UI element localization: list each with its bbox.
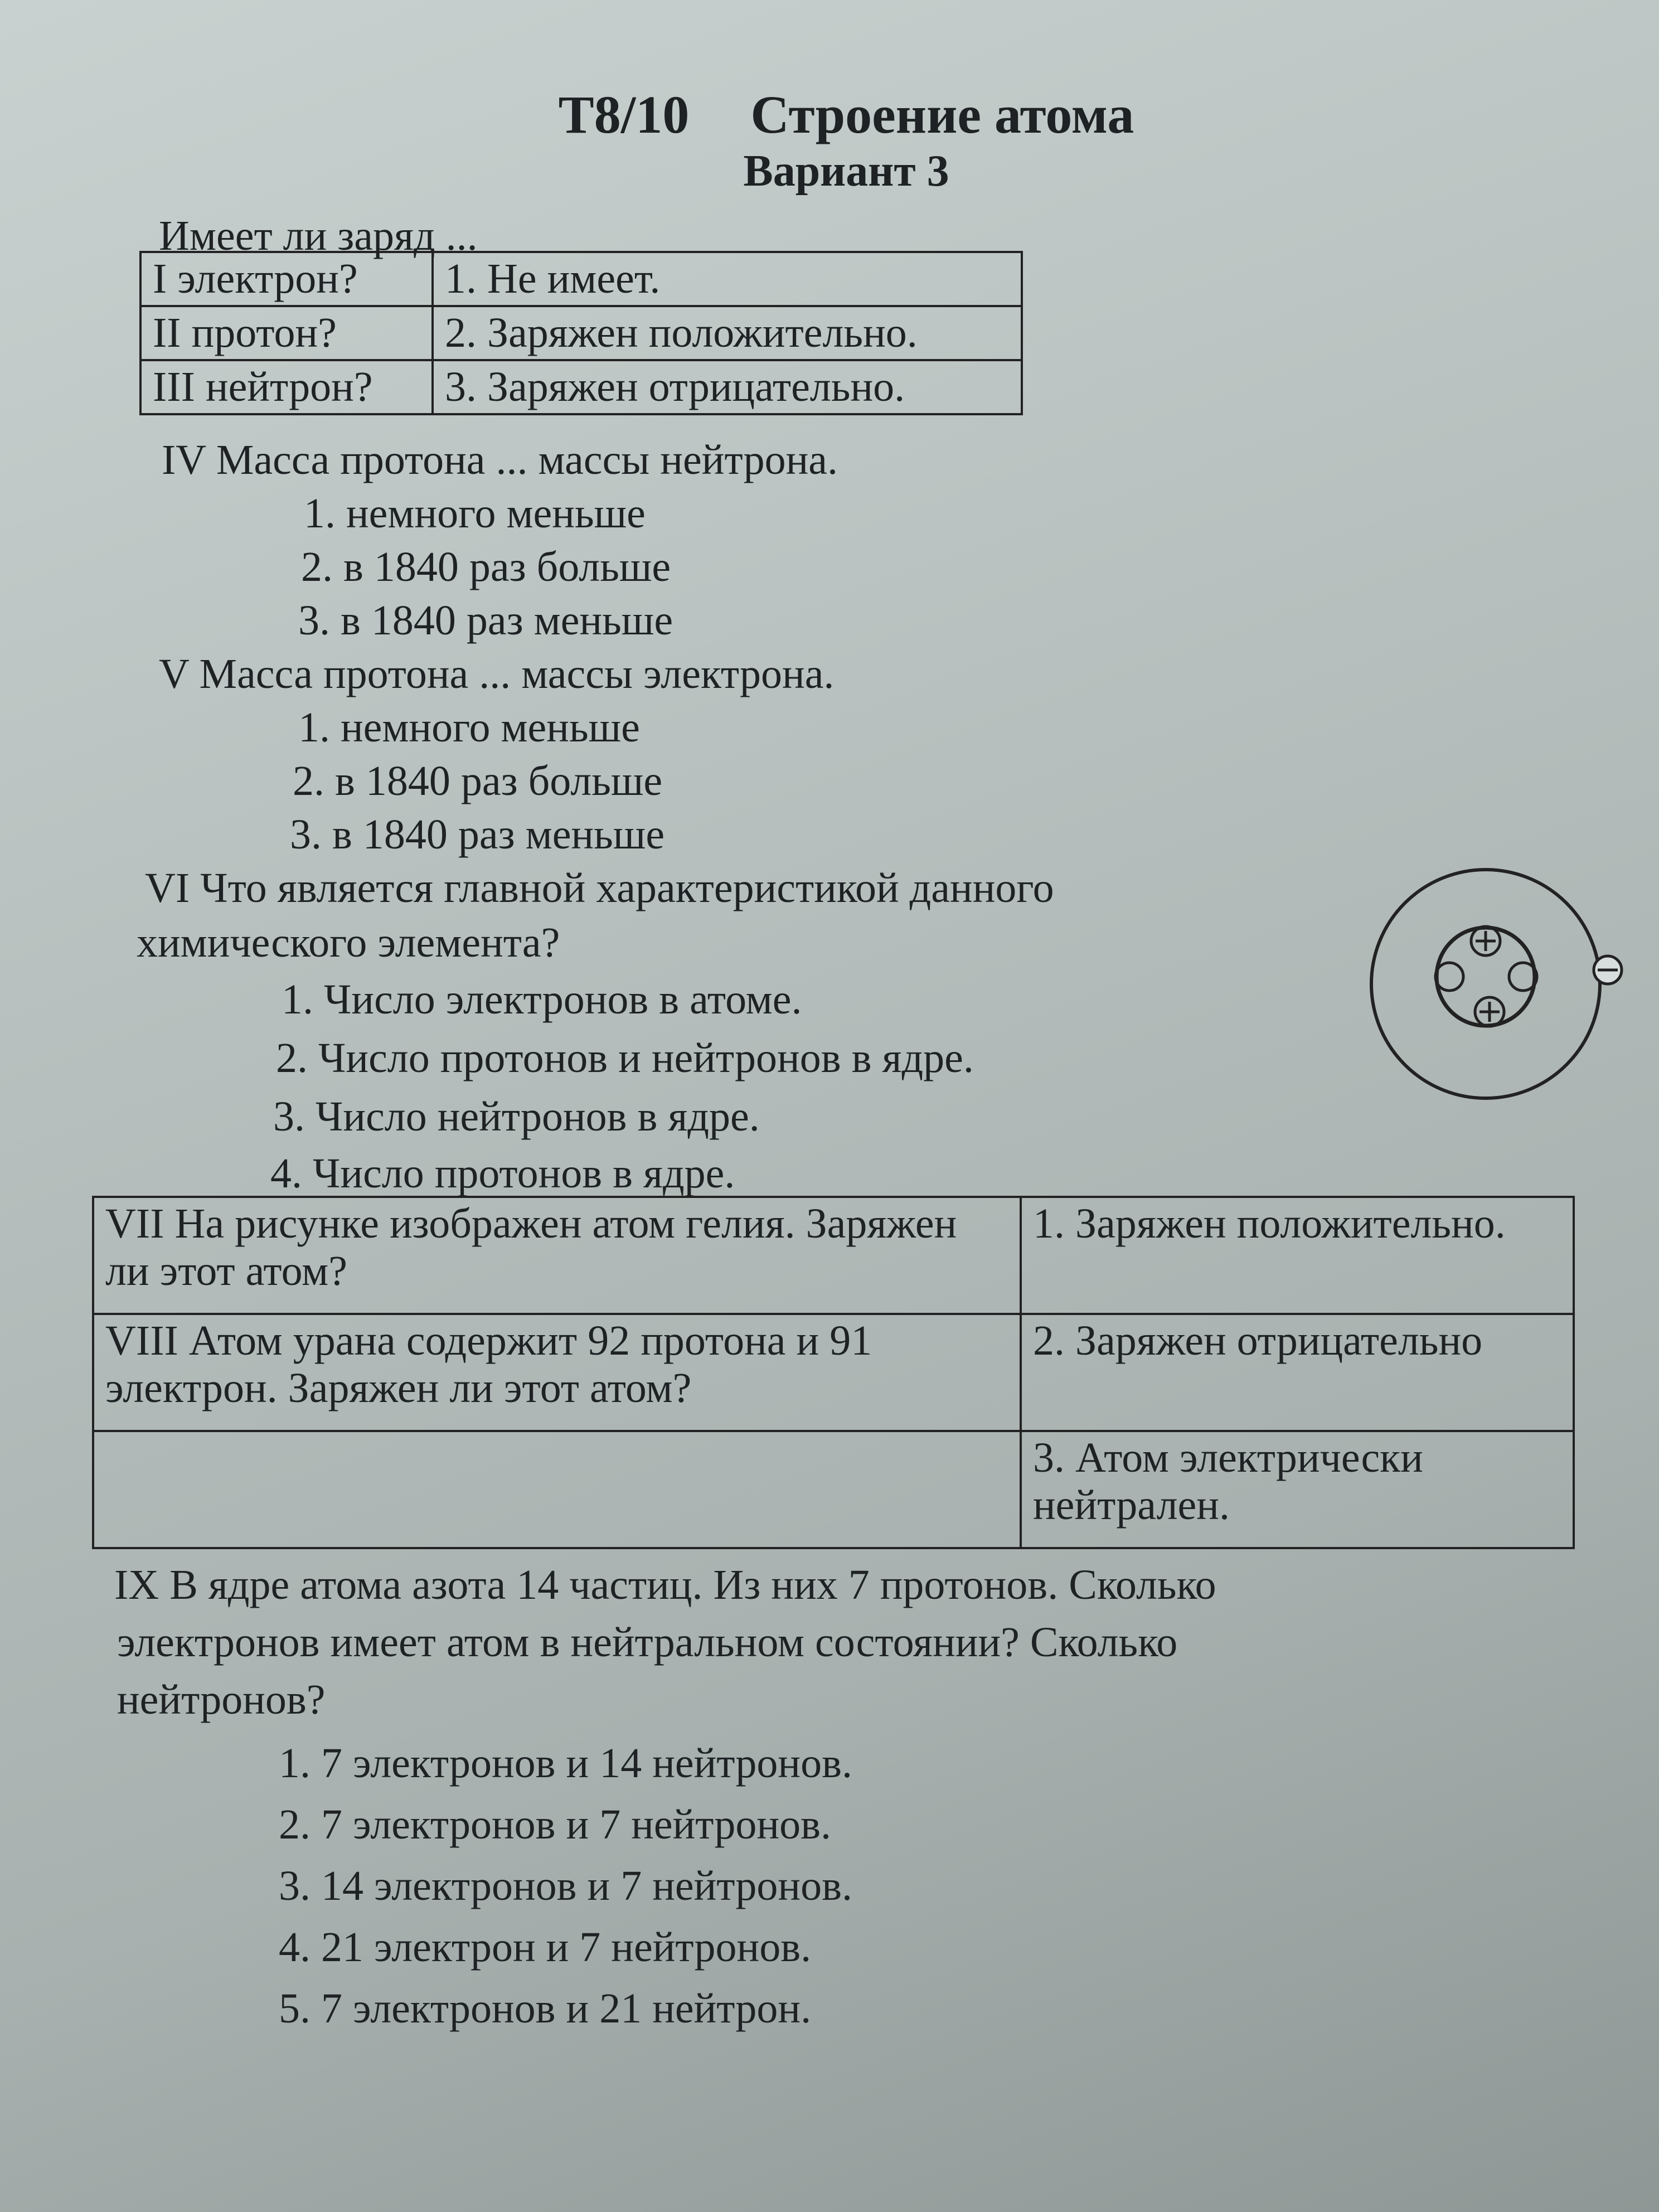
question-6: VI Что является главной характеристикой данного bbox=[145, 865, 1054, 911]
question-9: IX В ядре атома азота 14 частиц. Из них 7 протонов. Сколько bbox=[114, 1561, 1216, 1608]
match-question bbox=[93, 1431, 1021, 1548]
question-9-continued: электронов имеет атом в нейтральном состоянии? Сколько bbox=[117, 1619, 1178, 1666]
question-5-option: 1. немного меньше bbox=[298, 704, 640, 751]
charge-answer: 3. Заряжен отрицательно. bbox=[433, 360, 1022, 414]
match-answer: 2. Заряжен отрицательно bbox=[1021, 1314, 1574, 1431]
table-row bbox=[93, 1431, 1574, 1548]
question-6-option: 2. Число протонов и нейтронов в ядре. bbox=[276, 1035, 974, 1081]
match-table bbox=[92, 1196, 1575, 1549]
question-5-option: 2. в 1840 раз больше bbox=[293, 758, 663, 804]
table-row bbox=[93, 1314, 1574, 1431]
match-answer: 1. Заряжен положительно. bbox=[1021, 1197, 1574, 1314]
electron-icon bbox=[1594, 956, 1622, 984]
proton-icon bbox=[1471, 926, 1500, 955]
question-6-continued: химического элемента? bbox=[137, 919, 560, 966]
variant-label: Вариант 3 bbox=[743, 147, 949, 196]
page-title bbox=[0, 84, 1659, 145]
electron-orbit bbox=[1371, 870, 1600, 1098]
question-9-option: 5. 7 электронов и 21 нейтрон. bbox=[279, 1985, 812, 2032]
proton-icon bbox=[1475, 997, 1504, 1026]
question-4-option: 2. в 1840 раз больше bbox=[301, 544, 671, 590]
question-9-option: 2. 7 электронов и 7 нейтронов. bbox=[279, 1801, 831, 1848]
question-4: IV Масса протона ... массы нейтрона. bbox=[162, 436, 838, 483]
question-6-option: 1. Число электронов в атоме. bbox=[282, 976, 802, 1023]
charge-answer: 2. Заряжен положительно. bbox=[433, 306, 1022, 360]
charge-question: I электрон? bbox=[140, 252, 433, 306]
table-row bbox=[140, 360, 1022, 414]
table-row bbox=[93, 1197, 1574, 1314]
charge-table bbox=[139, 251, 1023, 415]
charge-intro: Имеет ли заряд ... bbox=[159, 212, 478, 259]
match-answer: 3. Атом электрически нейтрален. bbox=[1021, 1431, 1574, 1548]
charge-answer: 1. Не имеет. bbox=[433, 252, 1022, 306]
worksheet-code: Т8/10 bbox=[558, 85, 690, 144]
neutron-icon bbox=[1435, 963, 1463, 991]
question-5: V Масса протона ... массы электрона. bbox=[159, 651, 835, 697]
question-4-option: 3. в 1840 раз меньше bbox=[298, 597, 673, 644]
question-9-option: 3. 14 электронов и 7 нейтронов. bbox=[279, 1862, 852, 1909]
table-row bbox=[140, 252, 1022, 306]
helium-atom-icon bbox=[1366, 853, 1628, 1115]
table-row bbox=[140, 306, 1022, 360]
question-5-option: 3. в 1840 раз меньше bbox=[290, 811, 665, 858]
question-9-option: 4. 21 электрон и 7 нейтронов. bbox=[279, 1924, 812, 1971]
question-6-option: 3. Число нейтронов в ядре. bbox=[273, 1093, 760, 1140]
question-9-continued: нейтронов? bbox=[117, 1676, 326, 1723]
charge-question: III нейтрон? bbox=[140, 360, 433, 414]
question-4-option: 1. немного меньше bbox=[304, 490, 646, 537]
question-9-option: 1. 7 электронов и 14 нейтронов. bbox=[279, 1740, 852, 1787]
charge-question: II протон? bbox=[140, 306, 433, 360]
match-question: VIII Атом урана содержит 92 протона и 91 электрон. Заряжен ли этот атом? bbox=[93, 1314, 1021, 1431]
match-question: VII На рисунке изображен атом гелия. Заряжен ли этот атом? bbox=[93, 1197, 1021, 1314]
question-6-option: 4. Число протонов в ядре. bbox=[270, 1150, 735, 1197]
worksheet-title: Строение атома bbox=[750, 85, 1134, 144]
